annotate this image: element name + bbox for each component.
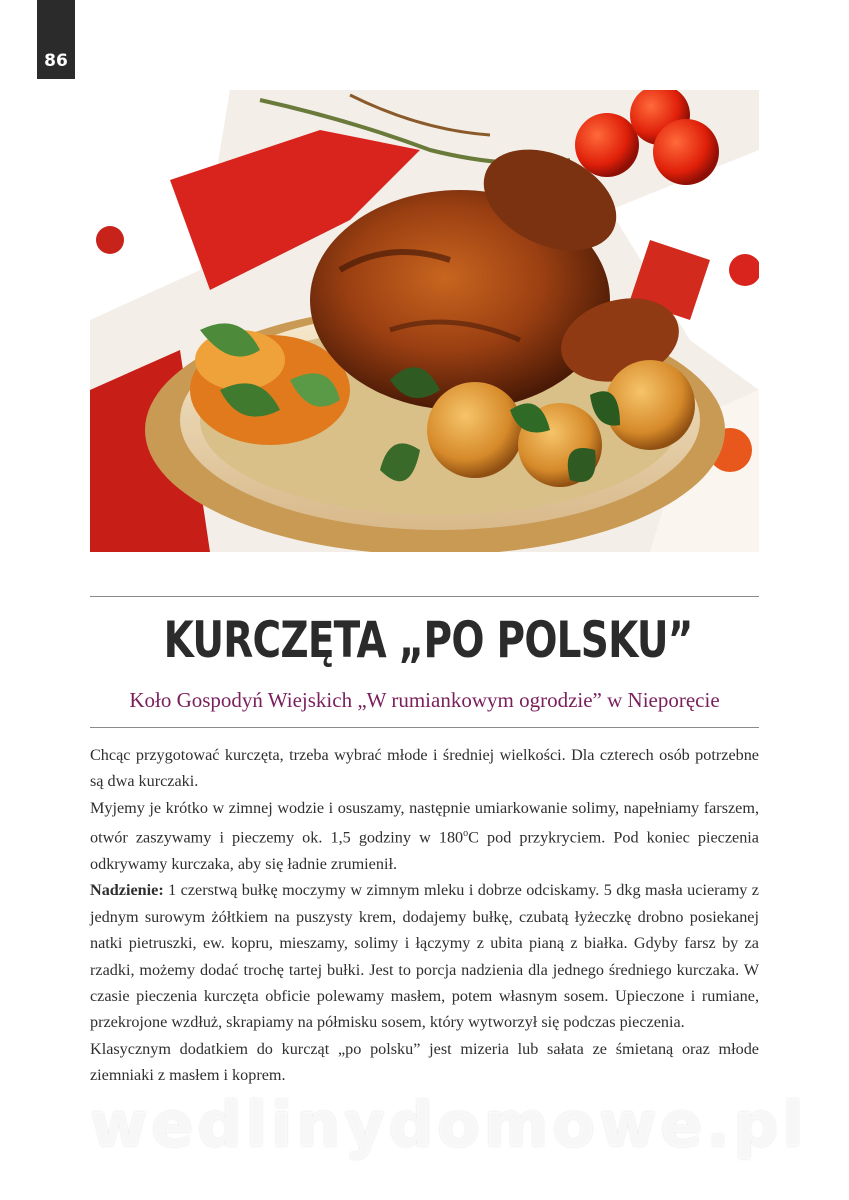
- preparation-text: Myjemy je krótko w zimnej wodzie i osuszamy, następnie umiarkowanie solimy, napełniamy farszem, otwór zaszywamy i pieczemy ok. 1,5 godziny w 180: [90, 798, 759, 847]
- stuffing-label: Nadzienie:: [90, 881, 164, 900]
- recipe-photo: [90, 90, 759, 552]
- watermark: wedlinydomowe.pl: [90, 1088, 808, 1161]
- roast-chicken-illustration: [90, 90, 759, 552]
- stuffing-text: 1 czerstwą bułkę moczymy w zimnym mleku i dobrze odciskamy. 5 dkg masła ucieramy z jednym surowym żółtkiem na puszysty krem, dodajemy bułkę, czubatą łyżeczkę drobno posiekanej natki pietruszki, ew. kopru, mieszamy, solimy i łączymy z ubita pianą z białka. Gdyby farsz by za rzadki, możemy dodać trochę tartej bułki. Jest to porcja nadzienia dla jednego średniego kurczaka. W czasie pieczenia kurczęta obficie polewamy masłem, potem własnym sosem. Upieczone i rumiane, przekrojone wzdłuż, skrapiamy na półmisku sosem, który wytworzył się podczas pieczenia.: [90, 881, 759, 1032]
- bottom-divider: [90, 727, 759, 728]
- paragraph-preparation: [90, 795, 759, 878]
- preparation-text-end: C pod przykryciem. Pod koniec pieczenia odkrywamy kurczaka, aby się ładnie zrumienił.: [90, 828, 759, 874]
- recipe-body: [90, 742, 759, 1089]
- page-number: 86: [44, 51, 68, 71]
- recipe-subtitle: Koło Gospodyń Wiejskich „W rumiankowym ogrodzie” w Nieporęcie: [129, 688, 720, 712]
- top-divider: [90, 596, 759, 597]
- degree-sign: o: [463, 828, 469, 840]
- paragraph-stuffing: [90, 877, 759, 1035]
- page-number-tab: [37, 0, 75, 79]
- paragraph-serving: Klasycznym dodatkiem do kurcząt „po polsku” jest mizeria lub sałata ze śmietaną oraz młode ziemniaki z masłem i koprem.: [90, 1039, 759, 1085]
- recipe-title: KURCZĘTA „PO POLSKU”: [163, 611, 693, 669]
- paragraph-intro: Chcąc przygotować kurczęta, trzeba wybrać młode i średniej wielkości. Dla czterech osób potrzebne są dwa kurczaki.: [90, 746, 759, 791]
